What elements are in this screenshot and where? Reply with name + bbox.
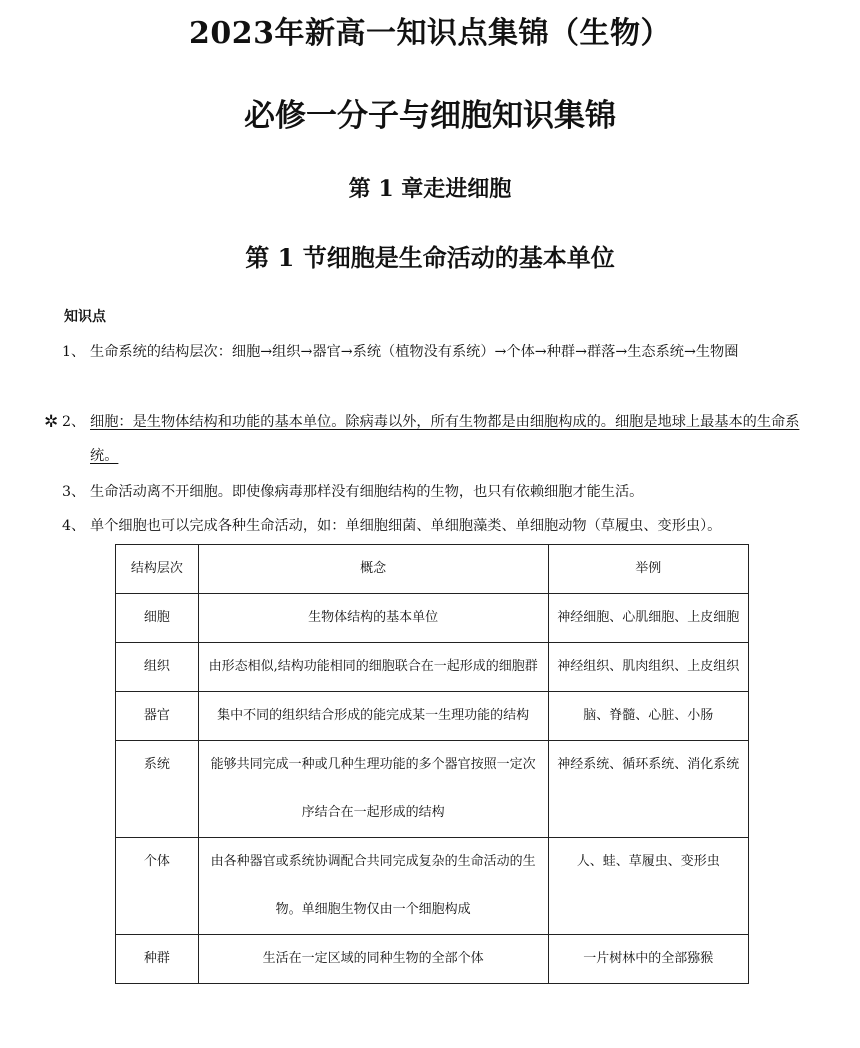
item-number: 2、 — [62, 414, 86, 430]
cell-concept: 生活在一定区域的同种生物的全部个体 — [198, 935, 548, 984]
cell-example: 神经系统、循环系统、消化系统 — [548, 741, 748, 838]
header-level: 结构层次 — [116, 545, 199, 594]
document-title: 2023年新高一知识点集锦（生物） — [189, 16, 671, 51]
cell-level: 种群 — [116, 935, 199, 984]
item-text: 单个细胞也可以完成各种生命活动，如：单细胞细菌、单细胞藻类、单细胞动物（草履虫、变形虫）。 — [90, 518, 722, 534]
cell-example: 神经细胞、心肌细胞、上皮细胞 — [548, 594, 748, 643]
star-icon: ✲ — [44, 412, 59, 432]
item-number: 4、 — [62, 518, 86, 534]
cell-level: 组织 — [116, 643, 199, 692]
chapter-title: 第 1 章走进细胞 — [348, 176, 512, 202]
item-text: 生命活动离不开细胞。即使像病毒那样没有细胞结构的生物，也只有依赖细胞才能生活。 — [90, 484, 644, 500]
table-row — [116, 935, 749, 984]
volume-title: 必修一分子与细胞知识集锦 — [244, 98, 616, 134]
cell-example: 神经组织、肌肉组织、上皮组织 — [548, 643, 748, 692]
item-number: 3、 — [62, 484, 86, 500]
table-row — [116, 643, 749, 692]
cell-concept: 集中不同的组织结合形成的能完成某一生理功能的结构 — [198, 692, 548, 741]
item-text: 细胞：是生物体结构和功能的基本单位。除病毒以外，所有生物都是由细胞构成的。细胞是地球上最基本的生命系统。 — [90, 414, 800, 464]
header-example: 举例 — [548, 545, 748, 594]
cell-level: 个体 — [116, 838, 199, 935]
cell-example: 一片树林中的全部猕猴 — [548, 935, 748, 984]
table-row — [116, 741, 749, 838]
knowledge-item-1 — [62, 335, 807, 369]
cell-concept: 由各种器官或系统协调配合共同完成复杂的生命活动的生物。单细胞生物仅由一个细胞构成 — [198, 838, 548, 935]
cell-concept: 由形态相似,结构功能相同的细胞联合在一起形成的细胞群 — [198, 643, 548, 692]
cell-level: 器官 — [116, 692, 199, 741]
cell-concept: 能够共同完成一种或几种生理功能的多个器官按照一定次序结合在一起形成的结构 — [198, 741, 548, 838]
section-title: 第 1 节细胞是生命活动的基本单位 — [245, 243, 615, 272]
item-text: 生命系统的结构层次：细胞→组织→器官→系统（植物没有系统）→个体→种群→群落→生态系统→生物圈 — [90, 344, 739, 360]
life-system-levels-table — [115, 544, 749, 984]
item-number: 1、 — [62, 344, 86, 360]
header-concept: 概念 — [198, 545, 548, 594]
table-row — [116, 838, 749, 935]
knowledge-item-4 — [62, 509, 807, 543]
knowledge-item-3 — [62, 475, 807, 509]
cell-level: 细胞 — [116, 594, 199, 643]
table-row — [116, 692, 749, 741]
table-header-row — [116, 545, 749, 594]
cell-level: 系统 — [116, 741, 199, 838]
knowledge-points-heading: 知识点 — [64, 309, 106, 325]
knowledge-item-2 — [44, 405, 807, 473]
cell-example: 人、蛙、草履虫、变形虫 — [548, 838, 748, 935]
cell-concept: 生物体结构的基本单位 — [198, 594, 548, 643]
cell-example: 脑、脊髓、心脏、小肠 — [548, 692, 748, 741]
table-row — [116, 594, 749, 643]
